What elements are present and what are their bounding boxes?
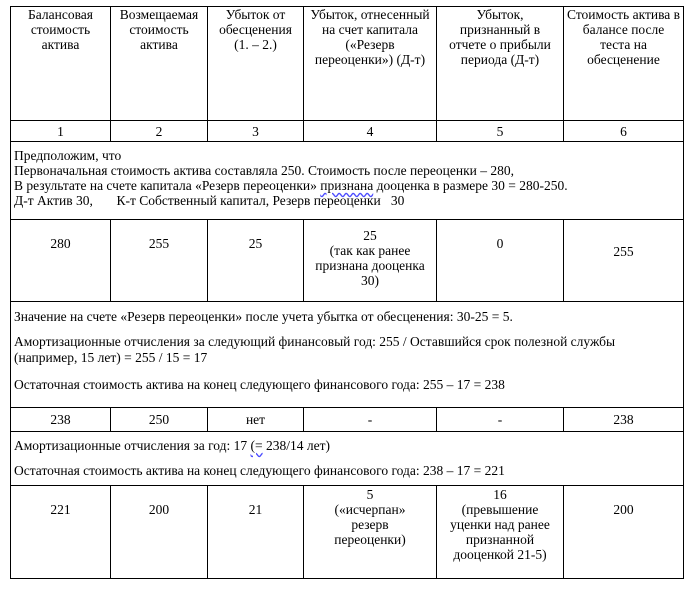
header-cell: Убыток от обесценения (1. – 2.) xyxy=(208,7,304,121)
data-row xyxy=(11,408,684,432)
notes-row xyxy=(11,302,684,408)
note-text: 238/14 лет) xyxy=(262,438,331,453)
column-number-row xyxy=(11,121,684,142)
header-cell: Стоимость актива в балансе после теста на обесценение xyxy=(564,7,684,121)
cell-carrying-amount: 238 xyxy=(11,408,111,432)
intro-line: Предположим, что xyxy=(14,148,122,163)
cell-impairment-loss: нет xyxy=(208,408,304,432)
header-cell: Балансовая стоимость актива xyxy=(11,7,111,121)
column-number: 6 xyxy=(564,121,684,142)
column-number: 3 xyxy=(208,121,304,142)
column-number: 5 xyxy=(437,121,564,142)
intro-text: В результате на счете капитала «Резерв переоценки» xyxy=(14,178,321,193)
cell-carrying-amount: 280 xyxy=(11,220,111,302)
cell-impairment-loss: 25 xyxy=(208,220,304,302)
cell-carrying-amount: 221 xyxy=(11,486,111,579)
cell-balance-value: 238 xyxy=(564,408,684,432)
cell-profit-loss: 0 xyxy=(437,220,564,302)
intro-cell xyxy=(11,142,684,220)
column-number: 4 xyxy=(304,121,437,142)
column-number: 2 xyxy=(111,121,208,142)
cell-recoverable-amount: 255 xyxy=(111,220,208,302)
header-cell: Возмещаемая стоимость актива xyxy=(111,7,208,121)
spellcheck-marked-word: (= xyxy=(250,438,263,453)
note xyxy=(14,438,680,453)
note: Остаточная стоимость актива на конец следующего финансового года: 255 – 17 = 238 xyxy=(14,377,505,392)
notes-cell xyxy=(11,432,684,486)
journal-entry: Д-т Актив 30, К-т Собственный капитал, Резерв переоценки 30 xyxy=(14,193,405,208)
intro-row xyxy=(11,142,684,220)
intro-line: Первоначальная стоимость актива составляла 250. Стоимость после переоценки – 280, xyxy=(14,163,515,178)
data-row xyxy=(11,220,684,302)
note: Амортизационные отчисления за следующий финансовый год: 255 / Оставшийся срок полезной службы (например, 15 лет) = 255 / 15 = 17 xyxy=(14,334,616,365)
cell-recoverable-amount: 200 xyxy=(111,486,208,579)
cell-reserve-loss: 25 (так как ранее признана дооценка 30) xyxy=(304,220,437,302)
header-cell: Убыток, признанный в отчете о прибыли периода (Д-т) xyxy=(437,7,564,121)
header-row xyxy=(11,7,684,121)
column-number: 1 xyxy=(11,121,111,142)
cell-balance-value: 200 xyxy=(564,486,684,579)
cell-recoverable-amount: 250 xyxy=(111,408,208,432)
cell-balance-value: 255 xyxy=(564,220,684,302)
intro-text: дооценка в размере 30 = 280-250. xyxy=(373,178,568,193)
cell-impairment-loss: 21 xyxy=(208,486,304,579)
cell-reserve-loss: 5 («исчерпан» резерв переоценки) xyxy=(304,486,437,579)
cell-profit-loss: - xyxy=(437,408,564,432)
document xyxy=(10,6,684,579)
note: Остаточная стоимость актива на конец следующего финансового года: 238 – 17 = 221 xyxy=(14,463,505,478)
notes-row xyxy=(11,432,684,486)
notes-cell xyxy=(11,302,684,408)
note: Значение на счете «Резерв переоценки» после учета убытка от обесценения: 30-25 = 5. xyxy=(14,309,513,324)
spellcheck-marked-word: признана xyxy=(320,178,374,193)
header-cell: Убыток, отнесенный на счет капитала («Резерв переоценки») (Д-т) xyxy=(304,7,437,121)
data-row xyxy=(11,486,684,579)
intro-line xyxy=(14,178,680,193)
cell-reserve-loss: - xyxy=(304,408,437,432)
note-text: Амортизационные отчисления за год: 17 xyxy=(14,438,251,453)
cell-profit-loss: 16 (превышение уценки над ранее признанной дооценкой 21-5) xyxy=(437,486,564,579)
impairment-table xyxy=(10,6,684,579)
